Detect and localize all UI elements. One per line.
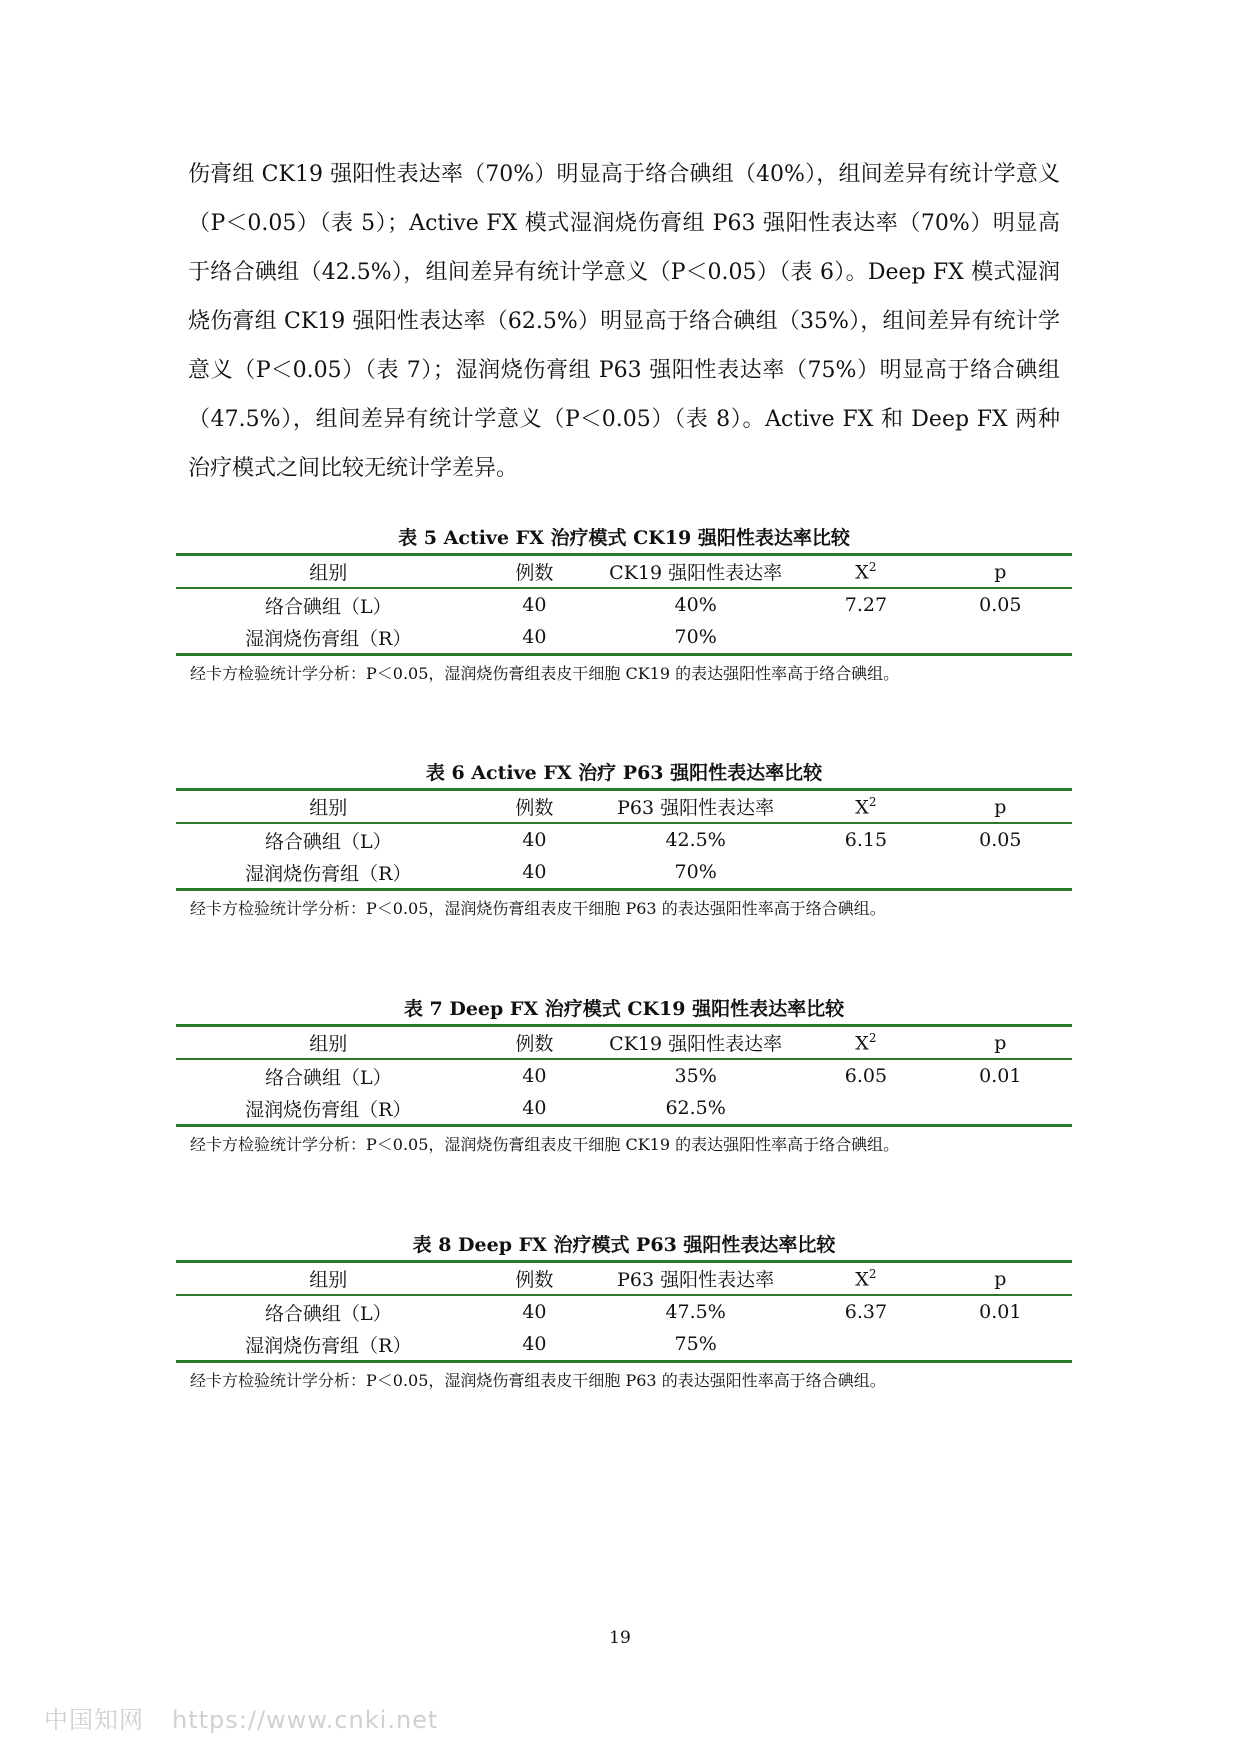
cell-rate: 47.5% — [665, 1301, 726, 1323]
cell-p — [929, 621, 1072, 655]
header-count: 例数 — [481, 790, 589, 824]
table-note: 经卡方检验统计学分析：P＜0.05，湿润烧伤膏组表皮干细胞 CK19 的表达强阳性率高于络合碘组。 — [190, 1135, 900, 1154]
cell-rate: 42.5% — [665, 829, 726, 851]
cell-chi-square — [803, 1092, 928, 1126]
chi-symbol: X — [855, 796, 869, 819]
cell-count: 40 — [522, 829, 547, 851]
cell-p — [929, 1092, 1072, 1126]
chi-superscript: 2 — [868, 1030, 877, 1045]
cell-count: 40 — [481, 1092, 589, 1126]
table-caption: 表 8 Deep FX 治疗模式 P63 强阳性表达率比较 — [412, 1234, 836, 1256]
header-p: p — [929, 1262, 1072, 1296]
table-row — [176, 856, 1072, 890]
cell-group: 湿润烧伤膏组（R） — [176, 856, 481, 890]
header-p: p — [929, 790, 1072, 824]
cell-rate: 70% — [588, 856, 803, 890]
chi-superscript: 2 — [868, 559, 877, 574]
cell-rate: 70% — [588, 621, 803, 655]
cell-chi-square — [803, 621, 928, 655]
chi-symbol: X — [855, 561, 869, 584]
cell-rate: 40% — [674, 594, 717, 616]
cell-group: 湿润烧伤膏组（R） — [176, 1092, 481, 1126]
table-row — [176, 1295, 1072, 1328]
cell-p: 0.05 — [979, 594, 1022, 616]
table-row — [176, 1328, 1072, 1362]
header-group: 组别 — [176, 1262, 481, 1296]
data-table — [176, 1024, 1072, 1127]
cell-chi-square: 6.37 — [844, 1301, 888, 1323]
cell-chi-square — [803, 1328, 928, 1362]
table-caption: 表 5 Active FX 治疗模式 CK19 强阳性表达率比较 — [398, 527, 850, 549]
cell-count: 40 — [522, 594, 547, 616]
table-row — [176, 1059, 1072, 1092]
header-count: 例数 — [481, 1026, 589, 1060]
header-group: 组别 — [176, 790, 481, 824]
table-note: 经卡方检验统计学分析：P＜0.05，湿润烧伤膏组表皮干细胞 CK19 的表达强阳性率高于络合碘组。 — [190, 664, 900, 683]
table-caption: 表 6 Active FX 治疗 P63 强阳性表达率比较 — [425, 762, 823, 784]
cell-rate: 62.5% — [588, 1092, 803, 1126]
table-header-row — [176, 1262, 1072, 1296]
cell-p — [929, 1328, 1072, 1362]
chi-symbol: X — [855, 1268, 869, 1291]
table-header-row — [176, 1026, 1072, 1060]
cell-rate: 75% — [588, 1328, 803, 1362]
header-chi-square — [803, 555, 928, 589]
table-7 — [176, 994, 1072, 1157]
cell-chi-square: 6.15 — [844, 829, 888, 851]
header-count: 例数 — [481, 1262, 589, 1296]
cell-group: 络合碘组（L） — [265, 1302, 392, 1325]
data-table — [176, 1260, 1072, 1363]
page-number: 19 — [609, 1628, 631, 1648]
header-chi-square — [803, 1026, 928, 1060]
table-8 — [176, 1230, 1072, 1393]
data-table — [176, 553, 1072, 656]
header-group: 组别 — [176, 555, 481, 589]
cell-chi-square: 6.05 — [844, 1065, 888, 1087]
table-header-row — [176, 790, 1072, 824]
header-rate: P63 强阳性表达率 — [588, 790, 803, 824]
cell-group: 络合碘组（L） — [265, 830, 392, 853]
header-count: 例数 — [481, 555, 589, 589]
chi-superscript: 2 — [868, 794, 877, 809]
header-p: p — [929, 1026, 1072, 1060]
cell-group: 络合碘组（L） — [265, 1066, 392, 1089]
table-caption: 表 7 Deep FX 治疗模式 CK19 强阳性表达率比较 — [403, 998, 845, 1020]
header-chi-square — [803, 790, 928, 824]
header-rate: CK19 强阳性表达率 — [588, 1026, 803, 1060]
header-p: p — [929, 555, 1072, 589]
cnki-watermark — [44, 1700, 438, 1735]
chi-superscript: 2 — [868, 1266, 877, 1281]
cell-group: 络合碘组（L） — [265, 595, 392, 618]
cell-group: 湿润烧伤膏组（R） — [176, 1328, 481, 1362]
cell-p — [929, 856, 1072, 890]
cell-rate: 35% — [674, 1065, 717, 1087]
body-paragraph: 伤膏组 CK19 强阳性表达率（70%）明显高于络合碘组（40%），组间差异有统计学意义（P＜0.05）（表 5）；Active FX 模式湿润烧伤膏组 P63 强阳性表达率（70%）明显高于络合碘组（42.5%），组间差异有统计学意义（P＜0.05）（表 6）。Deep FX 模式湿润烧伤膏组 CK19 强阳性表达率（62.5%）明显高于络合碘组（35%），组间差异有统计学意义（P＜0.05）（表 7）；湿润烧伤膏组 P63 强阳性表达率（75%）明显高于络合碘组（47.5%），组间差异有统计学意义（P＜0.05）（表 8）。Active FX 和 Deep FX 两种治疗模式之间比较无统计学差异。 — [188, 162, 1060, 481]
cell-chi-square — [803, 856, 928, 890]
chi-symbol: X — [855, 1032, 869, 1055]
cell-count: 40 — [481, 856, 589, 890]
cell-count: 40 — [522, 1065, 547, 1087]
header-group: 组别 — [176, 1026, 481, 1060]
header-chi-square — [803, 1262, 928, 1296]
table-row — [176, 823, 1072, 856]
table-row — [176, 588, 1072, 621]
header-rate: CK19 强阳性表达率 — [588, 555, 803, 589]
table-5 — [176, 523, 1072, 686]
table-6 — [176, 758, 1072, 921]
table-row — [176, 621, 1072, 655]
cell-group: 湿润烧伤膏组（R） — [176, 621, 481, 655]
cell-chi-square: 7.27 — [844, 594, 888, 616]
watermark-url: https://www.cnki.net — [172, 1706, 439, 1734]
table-row — [176, 1092, 1072, 1126]
cell-count: 40 — [481, 1328, 589, 1362]
cell-p: 0.05 — [979, 829, 1022, 851]
cell-p: 0.01 — [979, 1065, 1022, 1087]
data-table — [176, 788, 1072, 891]
watermark-brand: 中国知网 — [44, 1706, 144, 1734]
header-rate: P63 强阳性表达率 — [588, 1262, 803, 1296]
cell-count: 40 — [481, 621, 589, 655]
table-note: 经卡方检验统计学分析：P＜0.05，湿润烧伤膏组表皮干细胞 P63 的表达强阳性率高于络合碘组。 — [190, 899, 886, 918]
cell-p: 0.01 — [979, 1301, 1022, 1323]
cell-count: 40 — [522, 1301, 547, 1323]
table-note: 经卡方检验统计学分析：P＜0.05，湿润烧伤膏组表皮干细胞 P63 的表达强阳性率高于络合碘组。 — [190, 1371, 886, 1390]
table-header-row — [176, 555, 1072, 589]
